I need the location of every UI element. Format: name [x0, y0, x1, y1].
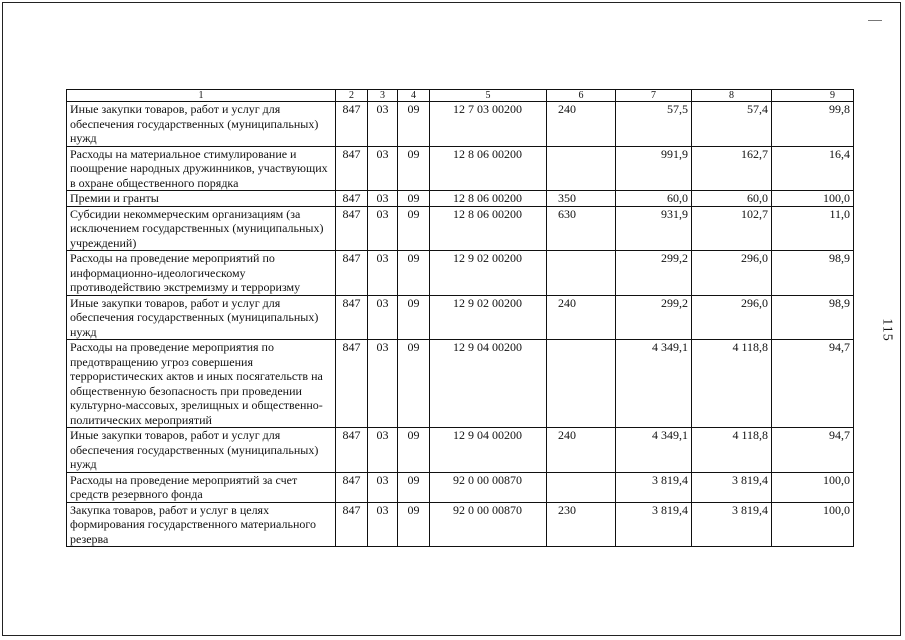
header-cell-2: 2 [336, 90, 368, 102]
row-col6-cell [547, 340, 616, 428]
header-cell-3: 3 [368, 90, 398, 102]
table-row [67, 206, 854, 251]
row-col6-cell: 630 [547, 206, 616, 251]
row-name-cell: Иные закупки товаров, работ и услуг для обеспечения государственных (муниципальных) нужд [67, 428, 336, 473]
row-col4-cell: 09 [398, 146, 430, 191]
row-col9-cell: 94,7 [772, 340, 854, 428]
row-col9-cell: 98,9 [772, 295, 854, 340]
table-row [67, 146, 854, 191]
header-cell-1: 1 [67, 90, 336, 102]
row-col7-cell: 3 819,4 [616, 472, 692, 502]
row-col2-cell: 847 [336, 102, 368, 147]
row-col2-cell: 847 [336, 251, 368, 296]
header-cell-7: 7 [616, 90, 692, 102]
row-col5-cell: 92 0 00 00870 [430, 472, 547, 502]
row-col2-cell: 847 [336, 340, 368, 428]
row-col3-cell: 03 [368, 102, 398, 147]
row-col3-cell: 03 [368, 472, 398, 502]
row-col2-cell: 847 [336, 472, 368, 502]
row-col8-cell: 4 118,8 [692, 428, 772, 473]
table-row [67, 191, 854, 207]
row-col8-cell: 296,0 [692, 295, 772, 340]
row-col3-cell: 03 [368, 428, 398, 473]
row-name-cell: Расходы на проведение мероприятия по предотвращению угроз совершения террористических актов и иных посягательств на общественную безопасность при проведении культурно-массовых, зрелищных и общественно-политических мероприятий [67, 340, 336, 428]
scan-mark [868, 20, 882, 21]
row-col5-cell: 12 9 02 00200 [430, 251, 547, 296]
header-cell-8: 8 [692, 90, 772, 102]
row-col6-cell: 230 [547, 502, 616, 547]
row-col2-cell: 847 [336, 502, 368, 547]
row-name-cell: Расходы на проведение мероприятий за счет средств резервного фонда [67, 472, 336, 502]
row-col4-cell: 09 [398, 206, 430, 251]
row-name-cell: Иные закупки товаров, работ и услуг для обеспечения государственных (муниципальных) нужд [67, 295, 336, 340]
row-col9-cell: 100,0 [772, 502, 854, 547]
row-name-cell: Закупка товаров, работ и услуг в целях формирования государственного материального резерва [67, 502, 336, 547]
row-col5-cell: 92 0 00 00870 [430, 502, 547, 547]
row-col4-cell: 09 [398, 428, 430, 473]
header-row [67, 90, 854, 102]
row-col7-cell: 991,9 [616, 146, 692, 191]
row-col7-cell: 57,5 [616, 102, 692, 147]
row-col5-cell: 12 9 04 00200 [430, 428, 547, 473]
table-row [67, 340, 854, 428]
row-col7-cell: 4 349,1 [616, 340, 692, 428]
row-col6-cell: 240 [547, 295, 616, 340]
row-col6-cell: 240 [547, 102, 616, 147]
row-col6-cell [547, 146, 616, 191]
row-col3-cell: 03 [368, 251, 398, 296]
row-col2-cell: 847 [336, 428, 368, 473]
row-col8-cell: 4 118,8 [692, 340, 772, 428]
row-col5-cell: 12 8 06 00200 [430, 206, 547, 251]
row-col5-cell: 12 8 06 00200 [430, 146, 547, 191]
table-row [67, 295, 854, 340]
row-col8-cell: 162,7 [692, 146, 772, 191]
row-col8-cell: 102,7 [692, 206, 772, 251]
row-col6-cell [547, 472, 616, 502]
row-col9-cell: 98,9 [772, 251, 854, 296]
table-row [67, 251, 854, 296]
row-col7-cell: 299,2 [616, 251, 692, 296]
row-name-cell: Премии и гранты [67, 191, 336, 207]
header-cell-9: 9 [772, 90, 854, 102]
page-number: 115 [879, 318, 895, 342]
row-col7-cell: 931,9 [616, 206, 692, 251]
table-row [67, 428, 854, 473]
row-name-cell: Расходы на проведение мероприятий по информационно-идеологическому противодействию экстремизму и терроризму [67, 251, 336, 296]
row-col7-cell: 3 819,4 [616, 502, 692, 547]
row-col3-cell: 03 [368, 340, 398, 428]
row-col3-cell: 03 [368, 502, 398, 547]
budget-table [66, 89, 854, 547]
row-col9-cell: 11,0 [772, 206, 854, 251]
row-col5-cell: 12 8 06 00200 [430, 191, 547, 207]
row-col5-cell: 12 7 03 00200 [430, 102, 547, 147]
row-col3-cell: 03 [368, 206, 398, 251]
table-body [67, 90, 854, 547]
row-col3-cell: 03 [368, 295, 398, 340]
row-name-cell: Иные закупки товаров, работ и услуг для обеспечения государственных (муниципальных) нужд [67, 102, 336, 147]
row-col8-cell: 57,4 [692, 102, 772, 147]
row-col9-cell: 100,0 [772, 191, 854, 207]
row-name-cell: Расходы на материальное стимулирование и поощрение народных дружинников, участвующих в охране общественного порядка [67, 146, 336, 191]
row-col2-cell: 847 [336, 146, 368, 191]
row-col7-cell: 60,0 [616, 191, 692, 207]
row-col9-cell: 94,7 [772, 428, 854, 473]
table-row [67, 102, 854, 147]
row-col5-cell: 12 9 02 00200 [430, 295, 547, 340]
row-col4-cell: 09 [398, 191, 430, 207]
row-col5-cell: 12 9 04 00200 [430, 340, 547, 428]
row-col6-cell [547, 251, 616, 296]
table-row [67, 472, 854, 502]
row-col3-cell: 03 [368, 146, 398, 191]
row-col4-cell: 09 [398, 251, 430, 296]
row-col9-cell: 99,8 [772, 102, 854, 147]
row-col2-cell: 847 [336, 206, 368, 251]
row-col2-cell: 847 [336, 295, 368, 340]
row-col8-cell: 296,0 [692, 251, 772, 296]
row-col4-cell: 09 [398, 295, 430, 340]
header-cell-5: 5 [430, 90, 547, 102]
row-col7-cell: 299,2 [616, 295, 692, 340]
header-cell-4: 4 [398, 90, 430, 102]
row-col4-cell: 09 [398, 502, 430, 547]
row-col6-cell: 350 [547, 191, 616, 207]
row-col4-cell: 09 [398, 340, 430, 428]
row-col4-cell: 09 [398, 102, 430, 147]
row-col7-cell: 4 349,1 [616, 428, 692, 473]
table-row [67, 502, 854, 547]
row-name-cell: Субсидии некоммерческим организациям (за исключением государственных (муниципальных) учреждений) [67, 206, 336, 251]
row-col8-cell: 3 819,4 [692, 502, 772, 547]
row-col9-cell: 16,4 [772, 146, 854, 191]
row-col9-cell: 100,0 [772, 472, 854, 502]
header-cell-6: 6 [547, 90, 616, 102]
row-col8-cell: 3 819,4 [692, 472, 772, 502]
row-col3-cell: 03 [368, 191, 398, 207]
row-col6-cell: 240 [547, 428, 616, 473]
row-col2-cell: 847 [336, 191, 368, 207]
row-col4-cell: 09 [398, 472, 430, 502]
row-col8-cell: 60,0 [692, 191, 772, 207]
